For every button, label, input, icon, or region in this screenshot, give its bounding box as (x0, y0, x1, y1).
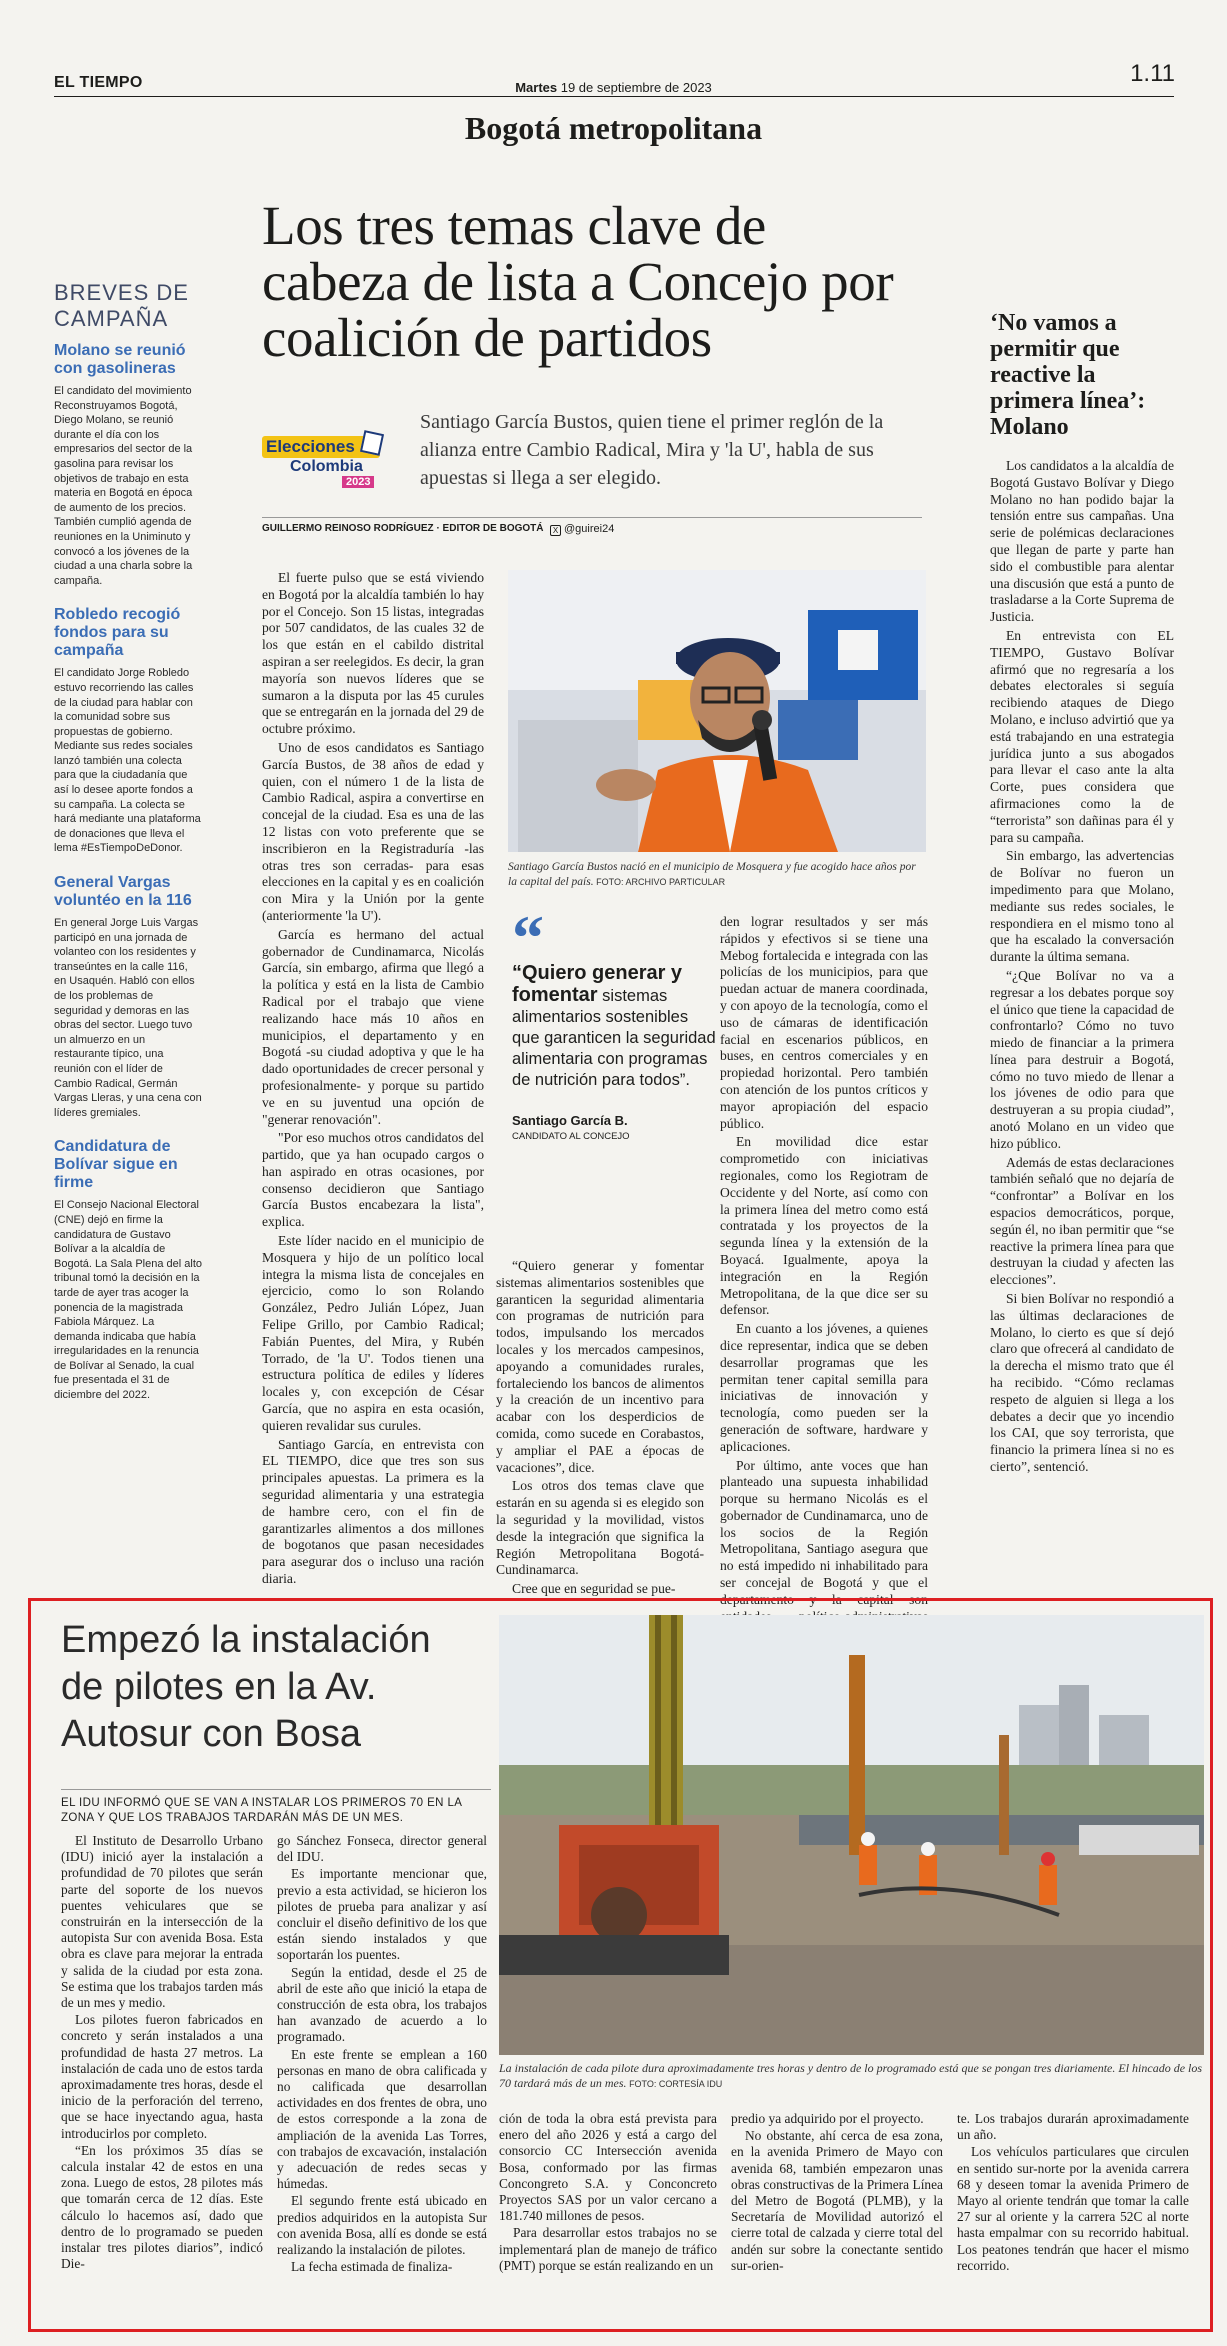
highlighted-article-box (28, 1598, 1213, 2332)
sidebar-headline: ‘No vamos a permitir que reactive la primera línea’: Molano (990, 310, 1146, 440)
photo-caption (508, 860, 926, 890)
byline (262, 517, 922, 534)
candidate-photo (508, 570, 926, 852)
box-paragraph: Es importante mencionar que, previo a esta actividad, se hicieron los pilotes de prueba para analizar y así concluir el diseño definitivo de los que están siendo instalados y que soportarán los puentes. (277, 1866, 487, 1963)
box-column-2 (277, 1833, 487, 2276)
article-paragraph: Por último, ante voces que han planteado una supuesta inhabilidad porque su hermano Nicolás es el gobernador de Cundinamarca, uno de los socios de la Región Metropolitana, Santiago asegura que no está impedido ni inhabilitado para ser concejal de Bogotá y que el departamento y la capital son (720, 1457, 928, 1607)
breves-label-line: CAMPAÑA (54, 306, 169, 331)
article-paragraph: Cree que en seguridad se pue- (512, 1581, 676, 1597)
box-column-4 (731, 2111, 943, 2275)
box-paragraph: La fecha estimada de finaliza- (291, 2259, 453, 2275)
article-paragraph: den lograr resultados y ser más rápidos y efectivos si se tiene una Mebog fortalecida e integrada con las policías de los municipios, para que puedan actuar de manera coordinada, y con apoyo de la tecnología, como el uso de cámaras de identificación facial en escenarios públicos, en buses, en centros comerciales y en propiedad horizontal. Pero también con atención de los puntos críticos y mayor apropiación del espacio público. (720, 914, 928, 1131)
breves-sidebar (54, 280, 202, 1403)
breve-item (54, 1138, 202, 1402)
breve-title: General Vargas voluntéo en la 116 (54, 874, 192, 910)
box-headline: Empezó la instalación de pilotes en la Av. Autosur con Bosa (61, 1619, 431, 1755)
box-paragraph: No obstante, ahí cerca de esa zona, en la avenida Primero de Mayo con avenida 68, también empezaron unas obras constructivas de la Primera Línea del Metro de Bogotá (PLMB), y la Secretaría de Movilidad autorizó el cierre total de calzada y cierre total del andén sur sobre la conectante sentido sur-orien- (731, 2128, 943, 2273)
article-paragraph: Los otros dos temas clave que estarán en su agenda si es elegido son la seguridad y la movilidad, vistos desde la integración que significa la Región Metropolitana Bogotá-Cundinamarca. (496, 1478, 704, 1578)
twitter-handle (550, 523, 614, 536)
elecciones-badge (262, 436, 394, 492)
badge-year: 2023 (342, 476, 374, 488)
article-subhead: Santiago García Bustos, quien tiene el primer reglón de la alianza entre Cambio Radical, Mira y 'la U', habla de sus apuestas si llega a ser elegido. (420, 411, 884, 489)
breve-title: Molano se reunió con gasolineras (54, 342, 186, 377)
badge-mid-text: Colombia (290, 458, 363, 475)
photo-credit: FOTO: ARCHIVO PARTICULAR (593, 877, 726, 887)
date-day: Martes (515, 80, 558, 95)
article-paragraph: Este líder nacido en el municipio de Mosquera y hijo de un político local integra la misma lista de concejales en ejercicio, como lo son Rolando González, Pedro Julián López, Juan Felipe Grillo, por Cambio Radical; Fabián Puentes, del Mira, y Rubén Torrado, de 'la U'. Todos tienen una estructura política de ediles y líderes locales y, con excepción de César García, que no aspira en esta ocasión, quieren revalidar sus curules. (262, 1233, 484, 1433)
box-paragraph: Para desarrollar estos trabajos no se implementará plan de manejo de tráfico (PMT) porque se están realizando en un (499, 2225, 717, 2273)
page-number: 1.11 (1130, 60, 1175, 87)
box-photo-credit: FOTO: CORTESÍA IDU (626, 2079, 723, 2089)
construction-photo (499, 1615, 1204, 2055)
construction-photo-illustration (499, 1615, 1204, 2055)
sidebar-paragraph: “¿Que Bolívar no va a regresar a los debates porque soy el único que tiene la capacidad de confrontarlo? Cómo no tuvo miedo de financiar a la primera línea para destruir a Bogotá, cómo no tuvo miedo de llenar a los jóvenes de odio para que destruyeran a su propia ciudad”, anotó Molano en un video que hizo público. (990, 967, 1174, 1151)
article-column-2 (496, 1258, 704, 1600)
article-paragraph: “Quiero generar y fomentar sistemas alimentarios sostenibles que garanticen la seguridad alimentaria con programas de nutrición para todos, impulsando los mercados locales y los mercados campesinos, apoyando a comunidades rurales, fortaleciendo los bancos de alimentos y la creación de un incentivo para acabar con los desperdicios de comida, como sucede en Corabastos, y ampliar el PAE a épocas de vacaciones”, dice. (496, 1258, 704, 1475)
date-rest: 19 de septiembre de 2023 (557, 80, 712, 95)
box-paragraph: predio ya adquirido por el proyecto. (731, 2111, 924, 2126)
breves-label (54, 280, 202, 332)
article-column-3 (720, 914, 928, 1644)
section-title: Bogotá metropolitana (464, 110, 763, 146)
box-deck: EL IDU INFORMÓ QUE SE VAN A INSTALAR LOS PRIMEROS 70 EN LA ZONA Y QUE LOS TRABAJOS TARDARÁN MÁS DE UN MES. (61, 1789, 491, 1826)
x-icon: X (550, 525, 561, 536)
article-paragraph: García es hermano del actual gobernador de Cundinamarca, Nicolás García, sin embargo, afirma que llegó a la política y está en la lista de Cambio Radical por el trabajo que viene realizando hace más 10 años en municipios, el departamento y en Bogotá -su ciudad adoptiva y que le ha dado oportunidades de crecer personal y profesionalmente- y porque su partido ve en su juventud una opción de "generar renovación". (262, 926, 484, 1127)
box-column-1 (61, 1833, 263, 2273)
right-sidebar-article (990, 310, 1174, 1478)
box-paragraph: ción de toda la obra está prevista para enero del año 2026 y está a cargo del consorcio CC Intersección avenida Bosa, conformado por las firmas Concongreto S.A. y Conconcreto Proyectos SAS por un valor cercano a 181.740 millones de pesos. (499, 2111, 717, 2224)
quote-mark-icon: “ (512, 902, 544, 973)
candidate-photo-illustration (508, 570, 926, 852)
breve-item (54, 342, 202, 588)
newspaper-brand: EL TIEMPO (54, 74, 143, 91)
badge-top-text: Elecciones (266, 437, 355, 456)
byline-author: GUILLERMO REINOSO RODRÍGUEZ · EDITOR DE BOGOTÁ (262, 523, 544, 534)
breve-body: El candidato Jorge Robledo estuvo recorriendo las calles de la ciudad para hablar con la comunidad sobre sus propuestas de gobierno. Mediante sus redes sociales lanzó también una colecta para que la ciudadanía que así lo desee aporte fondos a su campaña. La colecta se hará mediante una plataforma de donaciones que lleva el lema #EsTiempoDeDonor. (54, 667, 201, 855)
article-column-1 (262, 570, 484, 1590)
sidebar-paragraph: En entrevista con EL TIEMPO, Gustavo Bolívar afirmó que no regresaría a los debates electorales si seguía recibiendo ataques de Diego Molano, e incluso advirtió que ya está trabajando en una estrategia jurídica junto a sus abogados para llevar el caso ante la alta Corte, pues considera que afirmaciones como la de “terrorista” son dañinas para él y para su campaña. (990, 627, 1174, 845)
article-headline: Los tres temas clave de cabeza de lista a Concejo por coalición de partidos (262, 195, 894, 368)
issue-date (0, 80, 1227, 95)
twitter-handle-text: @guirei24 (564, 523, 615, 535)
article-paragraph: Santiago García, en entrevista con EL TIEMPO, dice que tres son sus principales apuestas. La primera es la seguridad alimentaria y una estrategia de hambre cero, con el fin de garantizarles alimentos a dos millones de bogotanos que pasan necesidades para asegurar dos o incluso una ración diaria. (262, 1436, 484, 1587)
box-paragraph: go Sánchez Fonseca, director general del IDU. (277, 1833, 487, 1865)
box-paragraph: El segundo frente está ubicado en predios adquiridos en la autopista Sur con avenida Bosa, allí es donde se está realizando la instalación de pilotes. (277, 2193, 487, 2258)
sidebar-paragraph: Sin embargo, las advertencias de Bolívar no fueron un impedimento para que Molano, mediante sus redes sociales, le respondiera en el mismo tono al que ha escalado la conversación durante la última semana. (990, 848, 1174, 965)
ballot-icon (360, 430, 384, 456)
article-paragraph: En cuanto a los jóvenes, a quienes dice representar, indica que se deben desarrollar programas que les permitan tener capital semilla para iniciativas de innovación y tecnología, como pueden ser la generación de software, hardware y aplicaciones. (720, 1321, 928, 1454)
box-photo-caption (499, 2061, 1204, 2091)
masthead-rule (54, 96, 1174, 97)
box-paragraph: Los pilotes fueron fabricados en concreto y serán instalados a una profundidad de hasta 27 metros. La instalación de cada uno de estos tarda aproximadamente tres horas, desde el inicio de la perforación del terreno, que se hace inyectando agua, hasta introducirlos por completo. (61, 2012, 263, 2141)
box-paragraph: te. Los trabajos durarán aproximadamente un año. (957, 2111, 1189, 2143)
sidebar-paragraph: Si bien Bolívar no respondió a las últimas declaraciones de Molano, lo cierto es que sí dejó claro que ofrecerá al candidato de la derecha el mismo trato que él ha recibido. “Cómo reclamas respeto de alguien si llega a los debates a decir que yo incendio los CAI, que soy terrorista, que financio la primera línea si no es cierto”, sentenció. (990, 1291, 1174, 1475)
box-column-3 (499, 2111, 717, 2275)
article-paragraph: El fuerte pulso que se está viviendo en Bogotá por la alcaldía también lo hay por el Concejo. Son 15 listas, integradas por 507 candidatos, de las cuales 32 de los que están en el cabildo distrital aspiran a ser reelegidos. Es decir, la gran mayoría son nuevos líderes que se sumaron a la disputa por las 45 curules que se entregarán en la jornada del 29 de octubre próximo. (262, 570, 484, 737)
quote-role: CANDIDATO AL CONCEJO (512, 1131, 630, 1142)
breve-body: El candidato del movimiento Reconstruyamos Bogotá, Diego Molano, se reunió durante el día con los empresarios del sector de la gasolina para revisar los objetivos de trabajo en esta materia en Bogotá en época de aumento de los precios. También cumplió agenda de reuniones en la Uniminuto y convocó a los jóvenes de la ciudad a una charla sobre la campaña. (54, 385, 193, 587)
article-paragraph: Uno de esos candidatos es Santiago García Bustos, de 38 años de edad y quien, con el número 1 de la lista de Cambio Radical, aspira a convertirse en concejal de la ciudad. Esa es una de las 12 listas con voto preferente que se inscribieron en la Registraduría -las otras tres son cerradas- para esas elecciones en la capital y es en coalición con Mira y la Unión por la gente (anteriormente 'la U'). (262, 739, 484, 923)
box-paragraph: Los vehículos particulares que circulen en sentido sur-norte por la avenida carrera 68 y deseen tomar la avenida Primero de Mayo al oriente tendrán que tomar la calle 27 sur al oriente y la carrera 52C al norte hasta empalmar con su recorrido habitual. Los peatones tendrán que hacer el mismo recorrido. (957, 2144, 1189, 2273)
sidebar-body (990, 458, 1174, 1476)
breve-title: Robledo recogió fondos para su campaña (54, 606, 181, 660)
box-paragraph: Según la entidad, desde el 25 de abril de este año que inició la etapa de construcción de esta obra, los trabajos han avanzado de acuerdo a lo programado. (277, 1964, 487, 2045)
quote-author: Santiago García B. (512, 1113, 628, 1128)
box-paragraph: En este frente se emplean a 160 personas en mano de obra calificada y no calificada que desarrollan actividades en dos frentes de obra, uno de estos corresponde a la zona de ampliación de la avenida Las Torres, con trabajos de excavación, instalación y adecuación de redes secas y húmedas. (277, 2046, 487, 2192)
box-column-5 (957, 2111, 1189, 2275)
sidebar-paragraph: Los candidatos a la alcaldía de Bogotá Gustavo Bolívar y Diego Molano no han podido bajar la tensión entre sus campañas. Una serie de polémicas declaraciones que llegan de parte y parte han sido el combustible para alentar una discusión que está a punto de trasladarse a la Corte Suprema de Justicia. (990, 458, 1174, 625)
box-caption-text: La instalación de cada pilote dura aproximadamente tres horas y dentro de lo programado está que se pongan tres diariamente. El hincado de los 70 tardará más de un mes. (499, 2061, 1203, 2090)
breve-item (54, 606, 202, 856)
article-paragraph: En movilidad dice estar comprometido con iniciativas regionales, como los Regiotram de Occidente y del Norte, así como con la primera línea del metro como está contratada y los proyectos de la segunda línea y la extensión de la Boyacá. Igualmente, apoya la integración en la Región Metropolitana, de la que dice ser su defensor. (720, 1134, 928, 1318)
box-paragraph: “En los próximos 35 días se calcula instalar 42 de estos en una zona. Luego de estos, 28 pilotes más que tomarán cerca de 12 días. Este cálculo lo hacemos así, dado que dentro de lo programado se pueden instalar tres pilotes diarios”, indicó Die- (61, 2142, 263, 2272)
caption-text: Santiago García Bustos nació en el municipio de Mosquera y fue acogido hace años por la capital del país. (508, 861, 916, 888)
article-paragraph: "Por eso muchos otros candidatos del partido, que ya han ocupado cargos o han aspirado en otras ocasiones, por consenso decidieron que Santiago García Bustos encabezara la lista", explica. (262, 1130, 484, 1230)
pull-quote (512, 902, 717, 1142)
quote-text (512, 962, 717, 1091)
sidebar-paragraph: Además de estas declaraciones también señaló que no dejaría de “confrontar” a Bolívar en los espacios democráticos, porque, según él, no iban permitir que “se reactive la primera línea para que destruyan la ciudad y afecten las elecciones”. (990, 1154, 1174, 1288)
breve-title: Candidatura de Bolívar sigue en firme (54, 1138, 178, 1192)
breve-body: En general Jorge Luis Vargas participó en una jornada de volanteo con los residentes y transeúntes en la calle 116, en Usaquén. Habló con ellos de los problemas de seguridad y demoras en las obras del sector. Luego tuvo un almuerzo en un restaurante típico, una reunión con el líder de Cambio Radical, Germán Vargas Lleras, y una cena con líderes gremiales. (54, 917, 202, 1119)
breves-label-line: BREVES DE (54, 280, 189, 305)
breve-body: El Consejo Nacional Electoral (CNE) dejó en firme la candidatura de Gustavo Bolívar a la alcaldía de Bogotá. La Sala Plena del alto tribunal tomó la decisión en la tarde de ayer tras acoger la ponencia de la magistrada Fabiola Márquez. La demanda indicaba que había irregularidades en la renuncia de Bolívar al Senado, la cual fue presentada el 31 de diciembre del 2022. (54, 1199, 203, 1402)
quote-rest: sistemas alimentarios sostenibles que garanticen la seguridad alimentaria con programas de nutrición para todos”. (512, 987, 716, 1089)
quote-strong: “Quiero generar y fomentar (512, 962, 683, 1006)
breve-item (54, 874, 202, 1120)
box-paragraph: El Instituto de Desarrollo Urbano (IDU) inició ayer la instalación a profundidad de 70 pilotes que serán parte del soporte de los nuevos puentes vehiculares que se construirán en la intersección de la autopista Sur con avenida Bosa. Esta obra es clave para mejorar la entrada y salida de la ciudad por esta zona. Se estima que los trabajos tarden más de un mes y medio. (61, 1833, 263, 2011)
